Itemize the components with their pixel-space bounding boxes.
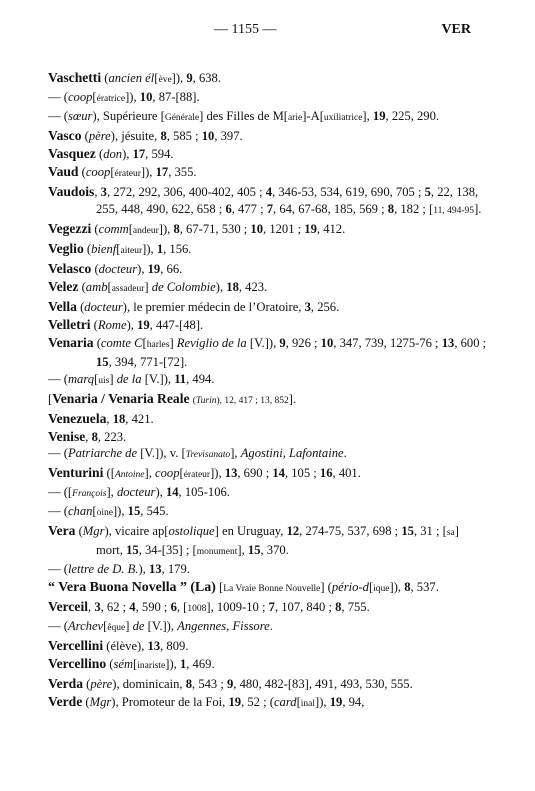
index-entry-verde: Verde (Mgr), Promoteur de la Foi, 19, 52 ; (card[inal]), 19, 94,	[48, 693, 365, 709]
index-entry-vera-buona-novella: “ Vera Buona Novella ” (La) [La Vraie Bonne Nouvelle] (pério-d[ique]), 8, 537.	[48, 580, 439, 596]
index-entry-velletri: Velletri (Rome), 19, 447-[48].	[48, 316, 204, 332]
index-entries	[48, 70, 488, 714]
index-entry-venise: Venise, 8, 223. — (Patriarche de [V.]), v. [Trevisanato], Agostini, Lafontaine.	[48, 428, 347, 461]
index-entry-vera: Vera (Mgr), vicaire ap[ostolique] en Uruguay, 12, 274-75, 537, 698 ; 15, 31 ; [sa] mort, 15, 34-[35] ; [monument], 15, 370. — (lettre de D. B.), 13, 179.	[48, 523, 459, 577]
index-entry-velez: Velez (amb[assadeur] de Colombie), 18, 423.	[48, 278, 268, 294]
index-entry-vasco: Vasco (père), jésuite, 8, 585 ; 10, 397.	[48, 127, 243, 143]
index-entry-vaudois: Vaudois, 3, 272, 292, 306, 400-402, 405 ; 4, 346-53, 534, 619, 690, 705 ; 5, 22, 138, 255, 448, 490, 622, 658 ; 6, 477 ; 7, 64, 67-68, 185, 569 ; 8, 182 ; [11, 494-95].	[48, 183, 482, 216]
index-entry-veglio: Veglio (bienf[aiteur]), 1, 156.	[48, 240, 192, 256]
index-entry-vercellino: Vercellino (sém[inariste]), 1, 469.	[48, 655, 215, 671]
index-entry-venturini: Venturini ([Antoine], coop[érateur]), 13, 690 ; 14, 105 ; 16, 401. — ([François], docteur), 14, 105-106. — (chan[oine]), 15, 545.	[48, 465, 361, 519]
page-header	[0, 22, 535, 42]
index-entry-venaria-reale: [Venaria / Venaria Reale (Turin), 12, 417 ; 13, 852].	[48, 390, 297, 406]
running-head: VER	[441, 22, 471, 37]
index-entry-vaschetti: Vaschetti (ancien él[ève]), 9, 638. — (coop[ératrice]), 10, 87-[88]. — (sœur), Supérieure [Générale] des Filles de M[arie]-A[uxiliatrice], 19, 225, 290.	[48, 70, 440, 123]
index-entry-verda: Verda (père), dominicain, 8, 543 ; 9, 480, 482-[83], 491, 493, 530, 555.	[48, 675, 413, 691]
index-entry-vella: Vella (docteur), le premier médecin de l’Oratoire, 3, 256.	[48, 298, 340, 314]
index-entry-velasco: Velasco (docteur), 19, 66.	[48, 260, 183, 276]
index-entry-vegezzi: Vegezzi (comm[andeur]), 8, 67-71, 530 ; 10, 1201 ; 19, 412.	[48, 220, 346, 236]
index-entry-verceil: Verceil, 3, 62 ; 4, 590 ; 6, [1008], 1009-10 ; 7, 107, 840 ; 8, 755. — (Archev[êque] de [V.]), Angennes, Fissore.	[48, 599, 370, 633]
index-entry-venezuela: Venezuela, 18, 421.	[48, 410, 154, 426]
index-entry-vercellini: Vercellini (élève), 13, 809.	[48, 637, 189, 653]
index-entry-vaud: Vaud (coop[érateur]), 17, 355.	[48, 163, 197, 179]
index-entry-venaria: Venaria (comte C[harles] Reviglio de la [V.]), 9, 926 ; 10, 347, 739, 1275-76 ; 13, 600 ; 15, 394, 771-[72]. — (marq[uis] de la [V.]), 11, 494.	[48, 334, 487, 386]
page-number: — 1155 —	[214, 22, 277, 37]
index-entry-vasquez: Vasquez (don), 17, 594.	[48, 145, 174, 161]
